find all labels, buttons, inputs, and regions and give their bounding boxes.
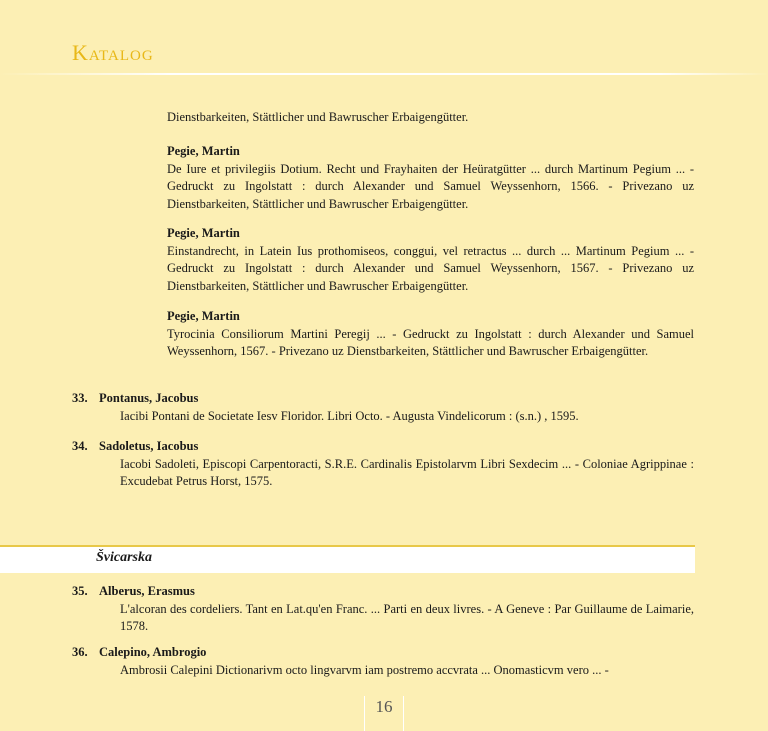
- entry-author: Calepino, Ambrogio: [99, 645, 207, 659]
- catalog-entry: [72, 390, 694, 425]
- section-header: [0, 545, 695, 573]
- continuation-text: Dienstbarkeiten, Stättlicher und Bawruscher Erbaigengütter.: [167, 110, 469, 124]
- catalog-sub-entry: [167, 143, 694, 213]
- page-number: 16: [375, 697, 393, 716]
- catalog-entry: [72, 583, 694, 636]
- footer-divider-right: [403, 696, 404, 731]
- section-title: Švicarska: [96, 550, 152, 565]
- entry-number: 34.: [72, 439, 88, 453]
- entry-description: Ambrosii Calepini Dictionarivm octo lingvarvm iam postremo accvrata ... Onomasticvm vero ... -: [120, 662, 609, 677]
- catalog-entry: [72, 644, 694, 679]
- entry-author: Pegie, Martin: [167, 309, 240, 323]
- entry-description: Iacibi Pontani de Societate Iesv Floridor. Libri Octo. - Augusta Vindelicorum : (s.n.) , 1595.: [120, 408, 579, 423]
- entry-author: Pontanus, Jacobus: [99, 391, 199, 405]
- entry-number: 36.: [72, 645, 88, 659]
- entry-author: Sadoletus, Iacobus: [99, 439, 199, 453]
- catalog-sub-entry: [167, 308, 694, 361]
- entry-description: Tyrocinia Consiliorum Martini Peregij ... - Gedruckt zu Ingolstatt : durch Alexander und Samuel Weyssenhorn, 1567. - Privezano uz Dienstbarkeiten, Stättlicher und Bawruscher Erbaigengütter.: [167, 326, 694, 358]
- entry-description: Einstandrecht, in Latein Ius prothomiseos, conggui, vel retractus ... durch ... Martinum Pegium ... - Gedruckt zu Ingolstatt : durch Alexander und Samuel Weyssenhorn, 1567. - Privezano uz Dienstbarkeiten, Stättlicher und Bawruscher Erbaigengütter.: [167, 243, 694, 293]
- catalog-sub-entry: [167, 225, 694, 295]
- entry-description: L'alcoran des cordeliers. Tant en Lat.qu'en Franc. ... Parti en deux livres. - A Geneve : Par Guillaume de Laimarie, 1578.: [120, 601, 694, 633]
- entry-author: Pegie, Martin: [167, 226, 240, 240]
- entry-description: Iacobi Sadoleti, Episcopi Carpentoracti, S.R.E. Cardinalis Epistolarvm Libri Sexdecim ... - Coloniae Agrippinae : Excudebat Petrus Horst, 1575.: [120, 456, 694, 488]
- footer-divider-left: [364, 696, 365, 731]
- title-divider: [0, 73, 768, 75]
- entry-author: Pegie, Martin: [167, 144, 240, 158]
- entry-description: De Iure et privilegiis Dotium. Recht und Frayhaiten der Heüratgütter ... durch Martinum Pegium ... - Gedruckt zu Ingolstatt : durch Alexander und Samuel Weyssenhorn, 1566. - Privezano uz Dienstbarkeiten, Stättlicher und Bawruscher Erbaigengütter.: [167, 161, 694, 211]
- entry-number: 33.: [72, 391, 88, 405]
- entry-author: Alberus, Erasmus: [99, 584, 195, 598]
- entry-number: 35.: [72, 584, 88, 598]
- catalog-entry: [72, 438, 694, 491]
- page-title: Katalog: [72, 40, 154, 65]
